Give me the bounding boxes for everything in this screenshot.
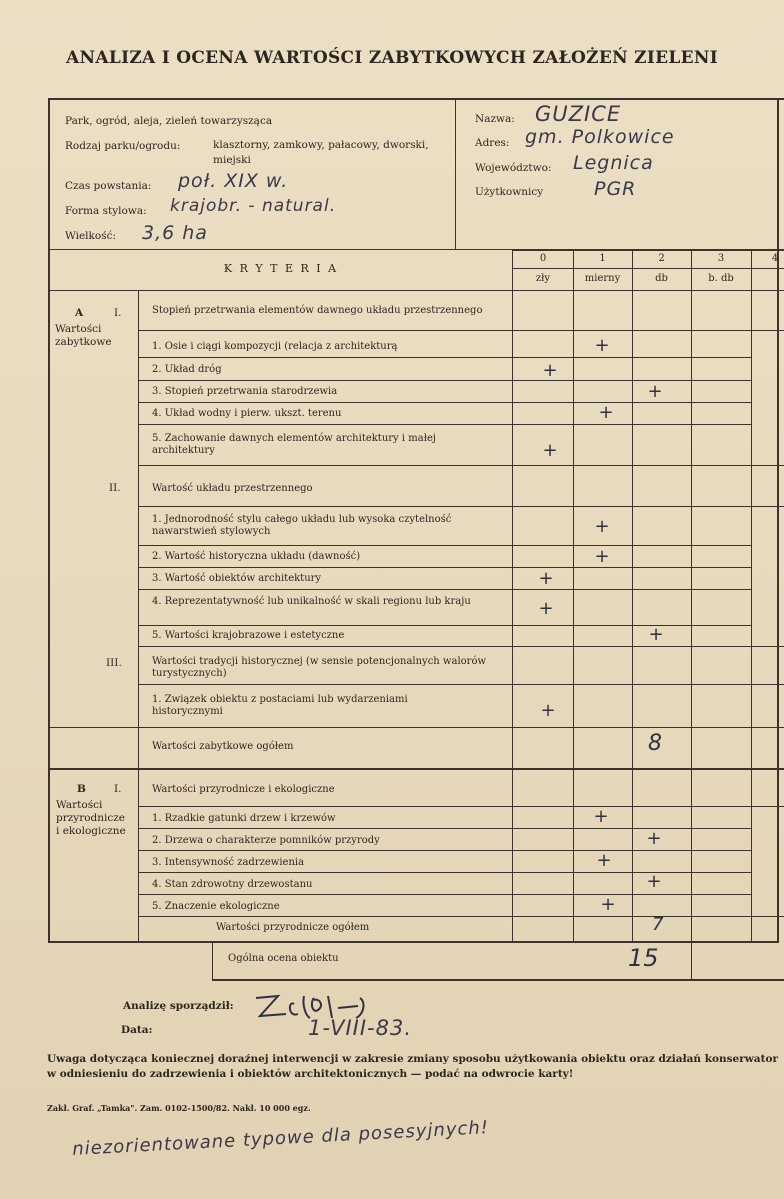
group-a3-title: Wartości tradycji historycznej (w sensie potencjonalnych walorów turystycznych) (152, 656, 487, 679)
b-row-3-label: 3. Intensywność zadrzewienia (152, 857, 305, 868)
a2-row-5-label: 5. Wartości krajobrazowe i estetyczne (152, 630, 345, 641)
score-col-4-num: 4 (771, 253, 779, 264)
a2-row-4-label: 4. Reprezentatywność lub unikalność w skali regionu lub kraju (152, 596, 471, 607)
b-row-2-mark: + (646, 828, 662, 849)
criteria-header-bottom (48, 290, 784, 291)
a3-row-1-mark: + (540, 700, 556, 721)
adres-value: gm. Polkowice (525, 126, 675, 148)
section-b-total-value: 7 (652, 914, 664, 935)
group-b-title-bottom (138, 806, 784, 807)
overall-box-divider (691, 942, 692, 980)
a1-row-5-bottom (138, 465, 784, 466)
section-a-total-label: Wartości zabytkowe ogółem (152, 741, 294, 752)
b-row-5-mark: + (600, 894, 616, 915)
group-a1-title-bottom (138, 330, 784, 331)
data-label: Data: (121, 1024, 153, 1036)
frame-top (48, 98, 784, 100)
col-line-0 (512, 250, 513, 942)
overall-value: 15 (628, 944, 659, 972)
a2-row-2-mark: + (594, 546, 610, 567)
frame-right (777, 98, 779, 943)
adres-label: Adres: (475, 137, 510, 149)
uzytkownicy-label: Użytkownicy (475, 186, 544, 198)
a2-row-2-label: 2. Wartość historyczna układu (dawność) (152, 551, 361, 562)
a2-row-5-bottom (138, 646, 784, 647)
b-row-4-label: 4. Stan zdrowotny drzewostanu (152, 879, 313, 890)
section-b-roman: I. (114, 783, 122, 795)
printer-imprint: Zakł. Graf. „Tamka". Zam. 0102-1500/82. Nakł. 10 000 egz. (47, 1103, 311, 1113)
rodzaj-label: Rodzaj parku/ogrodu: (65, 140, 181, 152)
a1-row-4-label: 4. Układ wodny i pierw. ukszt. terenu (152, 408, 342, 419)
park-type-line: Park, ogród, aleja, zieleń towarzysząca (65, 115, 273, 127)
a2-row-3-bottom (138, 589, 751, 590)
a1-row-1-label: 1. Osie i ciągi kompozycji (relacja z architekturą (152, 341, 398, 352)
col-line-3 (691, 250, 692, 942)
overall-box-bottom (212, 979, 784, 981)
score-header-mid (512, 268, 784, 269)
wojewodztwo-label: Województwo: (475, 162, 552, 174)
forma-value: krajobr. - natural. (170, 196, 337, 216)
b-row-5-bottom (138, 916, 784, 917)
section-a-letter: A (75, 307, 84, 319)
score-col-2-num: 2 (658, 253, 665, 264)
data-value: 1-VIII-83. (308, 1016, 413, 1040)
col-line-4 (751, 250, 752, 942)
nazwa-label: Nazwa: (475, 113, 515, 125)
score-col-3-name: b. db (708, 273, 734, 284)
b-row-1-label: 1. Rzadkie gatunki drzew i krzewów (152, 813, 336, 824)
score-col-1-num: 1 (599, 253, 606, 264)
a1-row-3-mark: + (647, 381, 663, 402)
frame-bottom (48, 941, 777, 943)
score-col-0-num: 0 (539, 253, 547, 264)
rodzaj-value: klasztorny, zamkowy, pałacowy, dworski, miejski (213, 139, 429, 166)
a2-row-2-bottom (138, 567, 751, 568)
warning-line-2: w odniesieniu do zadrzewienia i obiektów architektonicznych — podać na odwrocie karty! (47, 1068, 574, 1080)
sporzadzil-label: Analizę sporządził: (123, 1000, 234, 1012)
score-col-1-name: mierny (584, 273, 621, 284)
wojewodztwo-value: Legnica (573, 152, 654, 174)
kryteria-header: K R Y T E R I A (223, 262, 339, 275)
frame-left (48, 98, 50, 943)
nazwa-value: GUZICE (535, 102, 622, 126)
a1-row-1-bottom (138, 357, 751, 358)
section-b-letter: B (77, 783, 86, 795)
a2-row-1-mark: + (594, 516, 610, 537)
czas-label: Czas powstania: (65, 180, 152, 192)
a2-row-3-mark: + (538, 568, 554, 589)
score-col-0-name: zły (535, 273, 551, 284)
a3-row-1-bottom (48, 727, 784, 728)
a2-row-5-mark: + (648, 624, 664, 645)
czas-value: poł. XIX w. (178, 170, 289, 192)
group-a2-roman: II. (109, 482, 121, 494)
score-col-2-name: db (655, 273, 668, 284)
col-line-2 (632, 250, 633, 942)
a3-row-1-label: 1. Związek obiektu z postaciami lub wydarzeniami historycznymi (152, 694, 408, 717)
section-a-total-value: 8 (648, 731, 662, 756)
section-a-roman: I. (114, 307, 122, 319)
overall-box-left (212, 942, 213, 980)
b-row-4-mark: + (646, 871, 662, 892)
section-b-name: Wartości przyrodnicze i ekologiczne (56, 799, 126, 837)
wielkosc-value: 3,6 ha (142, 222, 208, 244)
b-row-2-bottom (138, 850, 751, 851)
a1-row-1-mark: + (594, 335, 610, 356)
group-a3-title-bottom (138, 684, 784, 685)
a1-row-5-label: 5. Zachowanie dawnych elementów architektury i małej architektury (152, 433, 436, 456)
a2-row-1-label: 1. Jednorodność stylu całego układu lub wysoka czytelność nawarstwień stylowych (152, 514, 452, 537)
b-row-2-label: 2. Drzewa o charakterze pomników przyrody (152, 835, 380, 846)
header-divider (455, 98, 456, 250)
a1-row-2-mark: + (542, 360, 558, 381)
section-a-bottom (48, 768, 784, 770)
col-line-1 (573, 250, 574, 942)
group-a2-title: Wartość układu przestrzennego (152, 483, 313, 494)
a2-row-1-bottom (138, 545, 751, 546)
score-header-line (512, 250, 784, 251)
group-b-title: Wartości przyrodnicze i ekologiczne (152, 784, 335, 795)
group-a2-title-bottom (138, 506, 784, 507)
handwritten-note: niezorientowane typowe dla posesyjnych! (71, 1117, 490, 1160)
warning-line-1: Uwaga dotycząca koniecznej doraźnej interwencji w zakresie zmiany sposobu użytkowania obiektu oraz działań konserwator (47, 1053, 778, 1065)
document-title: ANALIZA I OCENA WARTOŚCI ZABYTKOWYCH ZAŁOŻEŃ ZIELENI (66, 48, 718, 68)
b-row-5-label: 5. Znaczenie ekologiczne (152, 901, 280, 912)
score-col-3-num: 3 (717, 253, 725, 264)
group-a1-title: Stopień przetrwania elementów dawnego układu przestrzennego (152, 305, 483, 316)
a2-row-3-label: 3. Wartość obiektów architektury (152, 573, 322, 584)
section-b-total-label: Wartości przyrodnicze ogółem (216, 922, 370, 933)
left-section-divider (138, 290, 139, 941)
b-row-4-bottom (138, 894, 751, 895)
forma-label: Forma stylowa: (65, 205, 147, 217)
a1-row-4-mark: + (598, 402, 614, 423)
b-row-3-mark: + (596, 850, 612, 871)
a1-row-5-mark: + (542, 440, 558, 461)
overall-label: Ogólna ocena obiektu (228, 953, 339, 964)
a1-row-2-label: 2. Układ dróg (152, 364, 222, 375)
a1-row-4-bottom (138, 424, 751, 425)
section-a-name: Wartości zabytkowe (55, 323, 112, 348)
b-row-1-mark: + (593, 806, 609, 827)
wielkosc-label: Wielkość: (65, 230, 117, 242)
group-a3-roman: III. (106, 657, 122, 669)
a2-row-4-mark: + (538, 598, 554, 619)
a1-row-3-bottom (138, 402, 751, 403)
a1-row-3-label: 3. Stopień przetrwania starodrzewia (152, 386, 338, 397)
uzytkownicy-value: PGR (594, 178, 637, 200)
